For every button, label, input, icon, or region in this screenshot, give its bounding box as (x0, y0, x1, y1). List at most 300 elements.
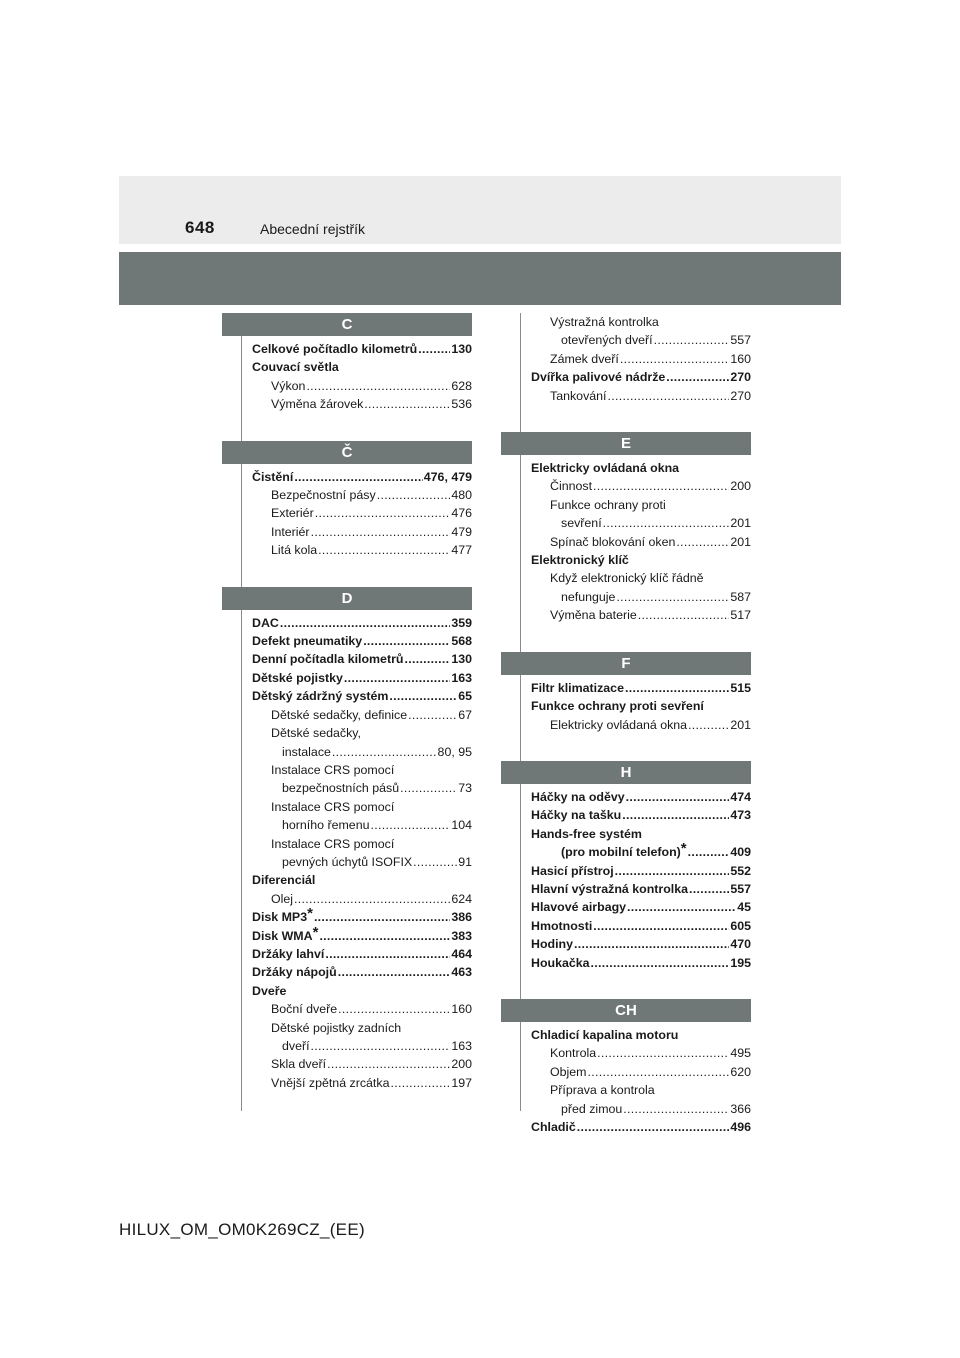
entry-label: dveří (282, 1039, 310, 1053)
entry-label: Činnost (550, 479, 593, 494)
entry-label: Objem (550, 1064, 587, 1079)
entry-text (550, 716, 687, 734)
entry-text (561, 1100, 622, 1118)
entry-text (252, 963, 337, 981)
page-reference: 73 (458, 781, 472, 796)
page-reference: 160 (730, 351, 751, 366)
index-entry (242, 340, 472, 358)
page-reference: 200 (451, 1057, 472, 1072)
page-reference: 474 (730, 789, 751, 804)
index-entry (242, 890, 472, 908)
leader-dots (389, 687, 457, 701)
leader-dots (577, 1118, 730, 1132)
index-entry (521, 313, 751, 331)
leader-dots (338, 1000, 450, 1014)
index-entry (242, 377, 472, 395)
entry-label: Chladicí kapalina motoru (531, 1027, 679, 1042)
page-reference: 568 (451, 634, 472, 649)
entry-label: Držáky lahví (252, 946, 325, 961)
leader-dots (588, 1063, 730, 1077)
entry-label: Hlavové airbagy (531, 900, 627, 915)
page-reference: 386 (451, 910, 472, 925)
page-reference: 104 (451, 818, 472, 833)
entry-label: Litá kola (271, 543, 318, 558)
entry-text (282, 853, 412, 871)
page-reference: 495 (730, 1046, 751, 1061)
page-reference: 620 (730, 1064, 751, 1079)
entry-text (531, 697, 704, 715)
footnote-asterisk: * (307, 905, 313, 923)
index-entry (242, 358, 472, 376)
entry-label: sevření (561, 516, 602, 531)
entry-label: Dětský zádržný systém (252, 689, 389, 704)
entry-text (271, 724, 361, 742)
page-reference: 91 (458, 854, 472, 869)
page-reference: 195 (730, 955, 751, 970)
leader-dots (306, 377, 450, 391)
leader-dots (593, 477, 729, 491)
entry-text (282, 743, 331, 761)
entry-label: Diferenciál (252, 873, 316, 888)
index-entry (521, 606, 751, 624)
entry-text (531, 551, 629, 569)
entry-text (531, 368, 665, 386)
entry-text (252, 923, 319, 945)
index-entry (521, 1100, 751, 1118)
leader-dots (676, 533, 729, 547)
leader-dots (311, 523, 451, 537)
letter-heading: F (501, 652, 751, 675)
entry-label: Elektronický klíč (531, 553, 629, 568)
leader-dots (615, 862, 730, 876)
page-reference: 270 (730, 388, 751, 403)
entry-text (271, 706, 407, 724)
index-entry (242, 632, 472, 650)
index-entry (521, 1081, 751, 1099)
entry-label: Houkačka (531, 955, 590, 970)
entry-text (550, 606, 637, 624)
leader-dots (626, 788, 730, 802)
entry-label: Boční dveře (271, 1002, 338, 1017)
entry-text (550, 387, 606, 405)
page-reference: 476 (451, 506, 472, 521)
entry-label: Instalace CRS pomocí (271, 799, 395, 814)
entry-text (531, 679, 624, 697)
entry-text (252, 340, 417, 358)
leader-dots (404, 650, 450, 664)
entry-text (271, 761, 394, 779)
page-reference: 587 (730, 589, 751, 604)
index-entry (521, 1026, 751, 1044)
index-entry (242, 798, 472, 816)
index-entry (242, 669, 472, 687)
leader-dots (280, 614, 450, 628)
entry-label: Bezpečnostní pásy (271, 488, 376, 503)
index-entry (521, 551, 751, 569)
entry-text (561, 588, 615, 606)
page-reference: 67 (458, 707, 472, 722)
entry-text (252, 905, 313, 926)
entry-label: bezpečnostních pásů (282, 781, 400, 796)
page-reference: 480 (451, 488, 472, 503)
index-entry (242, 853, 472, 871)
entry-text (531, 862, 614, 880)
leader-dots (319, 927, 450, 941)
leader-dots (325, 945, 450, 959)
entry-text (252, 982, 286, 1000)
entry-text (271, 1055, 326, 1073)
index-entry (521, 806, 751, 824)
entry-text (561, 514, 602, 532)
entry-text (531, 880, 688, 898)
entry-label: Funkce ochrany proti (550, 497, 666, 512)
entry-text (271, 377, 305, 395)
entry-text (252, 468, 293, 486)
entry-text (550, 496, 666, 514)
leader-dots (314, 908, 450, 922)
leader-dots (332, 743, 437, 757)
leader-dots (591, 954, 730, 968)
leader-dots (616, 588, 729, 602)
leader-dots (390, 1074, 450, 1088)
index-entry (242, 835, 472, 853)
page-reference: 201 (730, 717, 751, 732)
index-entry (242, 945, 472, 963)
index-entry (242, 395, 472, 413)
page-reference: 65 (458, 689, 472, 704)
entry-label: Výkon (271, 378, 306, 393)
leader-dots (623, 1100, 729, 1114)
page-reference: 624 (451, 891, 472, 906)
leader-dots (603, 514, 730, 528)
leader-dots (638, 606, 730, 620)
leader-dots (338, 963, 451, 977)
leader-dots (688, 716, 729, 730)
entry-label: Držáky nápojů (252, 965, 337, 980)
entry-label: Dětské pojistky (252, 670, 343, 685)
index-entry (521, 788, 751, 806)
entry-label: Dvířka palivové nádrže (531, 370, 666, 385)
index-entry (521, 588, 751, 606)
page-reference: 201 (730, 534, 751, 549)
entry-label: Hands-free systém (531, 826, 642, 841)
index-entry (521, 954, 751, 972)
leader-dots (593, 917, 729, 931)
index-entry (521, 862, 751, 880)
letter-heading: D (222, 587, 472, 610)
index-entry (521, 459, 751, 477)
entry-text (531, 935, 573, 953)
index-entry (521, 840, 751, 861)
index-entry (242, 614, 472, 632)
page-reference: 130 (451, 652, 472, 667)
entry-label: Výstražná kontrolka (550, 315, 659, 329)
index-entry (242, 541, 472, 559)
index-entry (521, 569, 751, 587)
leader-dots (364, 395, 450, 409)
entry-text (271, 798, 394, 816)
entry-text (531, 788, 625, 806)
entry-label: Exteriér (271, 506, 314, 521)
entry-label: Elektricky ovládaná okna (531, 461, 680, 476)
entry-text (561, 331, 653, 349)
entry-text (271, 395, 363, 413)
entry-text (550, 313, 659, 331)
page-reference: 557 (730, 333, 751, 348)
entry-text (271, 890, 293, 908)
entry-label: Háčky na oděvy (531, 789, 625, 804)
entry-text (282, 779, 399, 797)
page-reference: 201 (730, 516, 751, 531)
entry-label: pevných úchytů ISOFIX (282, 854, 413, 869)
index-entry (242, 743, 472, 761)
index-entry (242, 706, 472, 724)
page-reference: 479 (451, 524, 472, 539)
entry-text (531, 954, 590, 972)
leader-dots (689, 880, 729, 894)
leader-dots (408, 706, 457, 720)
entry-text (282, 1037, 310, 1055)
index-entry (521, 477, 751, 495)
entry-text (271, 1000, 337, 1018)
entry-label: Hasicí přístroj (531, 863, 614, 878)
page-reference: 515 (730, 680, 751, 695)
entry-text (550, 477, 592, 495)
leader-dots (688, 843, 730, 857)
entry-text (531, 898, 626, 916)
entry-text (531, 1026, 678, 1044)
page-reference: 463 (451, 965, 472, 980)
page-reference: 557 (730, 881, 751, 896)
index-entry (521, 880, 751, 898)
footnote-asterisk: * (312, 923, 319, 941)
page-reference: 552 (730, 863, 751, 878)
entry-label: Denní počítadla kilometrů (252, 652, 404, 667)
page-reference: 470 (730, 937, 751, 952)
entry-text (271, 504, 314, 522)
index-entry (521, 679, 751, 697)
leader-dots (344, 669, 450, 683)
index-entry (521, 935, 751, 953)
entry-label: Výměna žárovek (271, 397, 364, 412)
index-entry (242, 687, 472, 705)
index-entry (521, 496, 751, 514)
page-reference: 160 (451, 1002, 472, 1017)
page-reference: 477 (451, 543, 472, 558)
entry-label: Háčky na tašku (531, 808, 622, 823)
leader-dots (622, 806, 729, 820)
entry-label: horního řemenu (282, 818, 370, 833)
page-reference: 130 (451, 342, 472, 356)
leader-dots (654, 331, 730, 345)
index-entry (242, 871, 472, 889)
entry-label: Čistění (252, 469, 294, 484)
page-reference: 45 (737, 900, 751, 915)
entry-label: otevřených dveří (561, 333, 653, 348)
page-reference: 496 (730, 1120, 751, 1134)
page-reference: 163 (451, 1039, 472, 1053)
entry-text (550, 533, 675, 551)
entry-label: Tankování (550, 388, 607, 403)
index-entry (521, 514, 751, 532)
index-entry (242, 779, 472, 797)
leader-dots (363, 632, 450, 646)
entry-text (252, 945, 324, 963)
leader-dots (400, 779, 457, 793)
letter-heading: CH (501, 999, 751, 1022)
leader-dots (311, 1037, 451, 1051)
index-entry (242, 982, 472, 1000)
index-entry (521, 387, 751, 405)
page-reference: 409 (730, 845, 751, 860)
entry-text (252, 614, 279, 632)
entry-label: Celkové počítadlo kilometrů (252, 342, 418, 356)
entry-label: před zimou (561, 1101, 623, 1116)
index-entry (521, 1063, 751, 1081)
leader-dots (318, 541, 450, 555)
index-column-left-content (242, 313, 472, 1092)
letter-heading: C (222, 313, 472, 336)
page-reference: 80, 95 (437, 744, 472, 759)
index-entry (242, 468, 472, 486)
page-reference: 383 (451, 928, 472, 943)
page-reference: 476, 479 (423, 469, 472, 484)
page-reference: 366 (730, 1101, 751, 1116)
page-reference: 270 (730, 370, 751, 385)
page-reference: 464 (451, 946, 472, 961)
entry-label: Zámek dveří (550, 351, 619, 366)
entry-label: Instalace CRS pomocí (271, 836, 395, 851)
entry-text (271, 835, 394, 853)
page-reference: 473 (730, 808, 751, 823)
entry-text (561, 840, 687, 861)
index-entry (521, 825, 751, 843)
entry-label: Dětské pojistky zadních (271, 1020, 402, 1035)
entry-text (271, 486, 376, 504)
entry-text (550, 569, 704, 587)
entry-label: Filtr klimatizace (531, 680, 624, 695)
entry-label: Hmotnosti (531, 918, 593, 933)
entry-label: Funkce ochrany proti sevření (531, 699, 704, 714)
entry-label: Interiér (271, 524, 310, 539)
index-entry (521, 331, 751, 349)
header-dark-band (119, 252, 841, 305)
index-column-right (520, 313, 751, 1134)
leader-dots (625, 679, 729, 693)
index-entry (242, 1055, 472, 1073)
entry-label: instalace (282, 744, 331, 759)
manual-code: HILUX_OM_OM0K269CZ_(EE) (119, 1220, 365, 1239)
page-reference: 359 (451, 615, 472, 630)
index-entry (242, 816, 472, 834)
index-entry (521, 898, 751, 916)
section-title: Abecední rejstřík (260, 221, 366, 237)
entry-label: (pro mobilní telefon) (561, 845, 681, 860)
leader-dots (627, 898, 736, 912)
index-entry (242, 1074, 472, 1092)
page-reference: 200 (730, 479, 751, 494)
index-entry (242, 1000, 472, 1018)
leader-dots (620, 350, 729, 364)
index-entry (242, 923, 472, 945)
entry-text (271, 523, 310, 541)
entry-label: Elektricky ovládaná okna (550, 717, 688, 732)
entry-text (252, 669, 343, 687)
entry-label: Disk WMA (252, 928, 313, 943)
leader-dots (327, 1055, 450, 1069)
entry-label: Spínač blokování oken (550, 534, 676, 549)
entry-label: Olej (271, 891, 294, 906)
index-entry (521, 1118, 751, 1136)
index-column-right-content (521, 313, 751, 1136)
letter-heading: H (501, 761, 751, 784)
entry-text (252, 358, 339, 376)
page-number: 648 (185, 218, 215, 237)
entry-label: Hlavní výstražná kontrolka (531, 881, 689, 896)
entry-label: Vnější zpětná zrcátka (271, 1075, 390, 1090)
index-entry (521, 368, 751, 386)
entry-label: Dětské sedačky, definice (271, 707, 408, 722)
leader-dots (413, 853, 457, 867)
entry-label: Dětské sedačky, (271, 726, 361, 741)
index-entry (242, 905, 472, 926)
entry-text (550, 1081, 655, 1099)
entry-label: Disk MP3 (252, 910, 308, 925)
leader-dots (370, 816, 450, 830)
entry-label: Dveře (252, 983, 287, 998)
entry-text (282, 816, 369, 834)
entry-text (271, 1074, 389, 1092)
index-entry (521, 917, 751, 935)
page-reference: 197 (451, 1075, 472, 1090)
entry-label: Kontrola (550, 1046, 597, 1061)
index-entry (521, 1044, 751, 1062)
entry-label: Couvací světla (252, 360, 339, 375)
entry-text (531, 806, 621, 824)
entry-label: Chladič (531, 1120, 576, 1134)
entry-text (252, 632, 362, 650)
page-reference: 605 (730, 918, 751, 933)
entry-text (271, 1019, 401, 1037)
entry-label: Instalace CRS pomocí (271, 762, 395, 777)
letter-heading: Č (222, 441, 472, 464)
index-entry (242, 1037, 472, 1055)
entry-text (252, 650, 403, 668)
entry-text (531, 917, 592, 935)
leader-dots (294, 468, 422, 482)
page-reference: 536 (451, 397, 472, 412)
entry-label: nefunguje (561, 589, 616, 604)
page-reference: 517 (730, 608, 751, 623)
index-column-left (241, 313, 472, 1111)
entry-label: Hodiny (531, 937, 573, 952)
index-entry (521, 716, 751, 734)
entry-text (550, 1044, 596, 1062)
letter-heading: E (501, 432, 751, 455)
index-entry (242, 486, 472, 504)
page-reference: 163 (451, 670, 472, 685)
leader-dots (418, 340, 450, 354)
entry-label: DAC (252, 615, 279, 630)
leader-dots (315, 504, 451, 518)
entry-text (271, 541, 317, 559)
entry-label: Defekt pneumatiky (252, 634, 363, 649)
leader-dots (597, 1044, 729, 1058)
entry-text (531, 1118, 576, 1136)
entry-text (252, 871, 315, 889)
entry-label: Když elektronický klíč řádně (550, 571, 704, 586)
index-entry (242, 963, 472, 981)
